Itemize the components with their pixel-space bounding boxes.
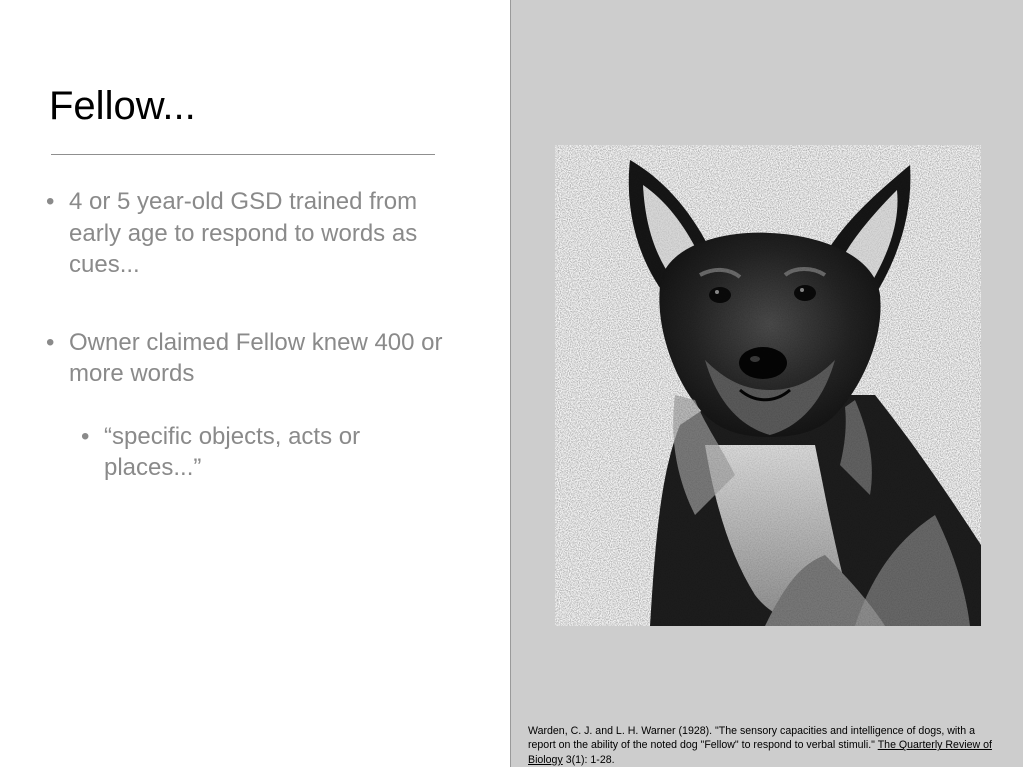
dog-illustration [555, 145, 981, 626]
sub-bullet-text: “specific objects, acts or places...” [104, 422, 361, 481]
bullet-item [46, 327, 456, 390]
bullet-text: 4 or 5 year-old GSD trained from early age to respond to words as cues... [69, 188, 418, 278]
journal-link[interactable]: The Quarterly Review of Biology [528, 739, 992, 766]
slide-title: Fellow... [49, 84, 196, 128]
bullet-icon: • [46, 188, 55, 215]
bullet-icon: • [46, 328, 55, 356]
left-pane [0, 0, 510, 767]
bullet-text: Owner claimed Fellow knew 400 or more words [69, 328, 443, 387]
bullet-list [46, 186, 456, 530]
citation [528, 724, 998, 767]
citation-suffix: 3(1): 1-28. [562, 753, 615, 766]
citation-text: Warden, C. J. and L. H. Warner (1928). "The sensory capacities and intelligence of dogs, with a report on the ability of the noted dog "Fellow" to respond to verbal stimuli." [528, 725, 975, 752]
bullet-item [46, 186, 456, 281]
german-shepherd-photo [555, 145, 981, 626]
title-divider [51, 154, 435, 155]
bullet-icon: • [81, 422, 90, 450]
sub-bullet-item [81, 421, 456, 484]
